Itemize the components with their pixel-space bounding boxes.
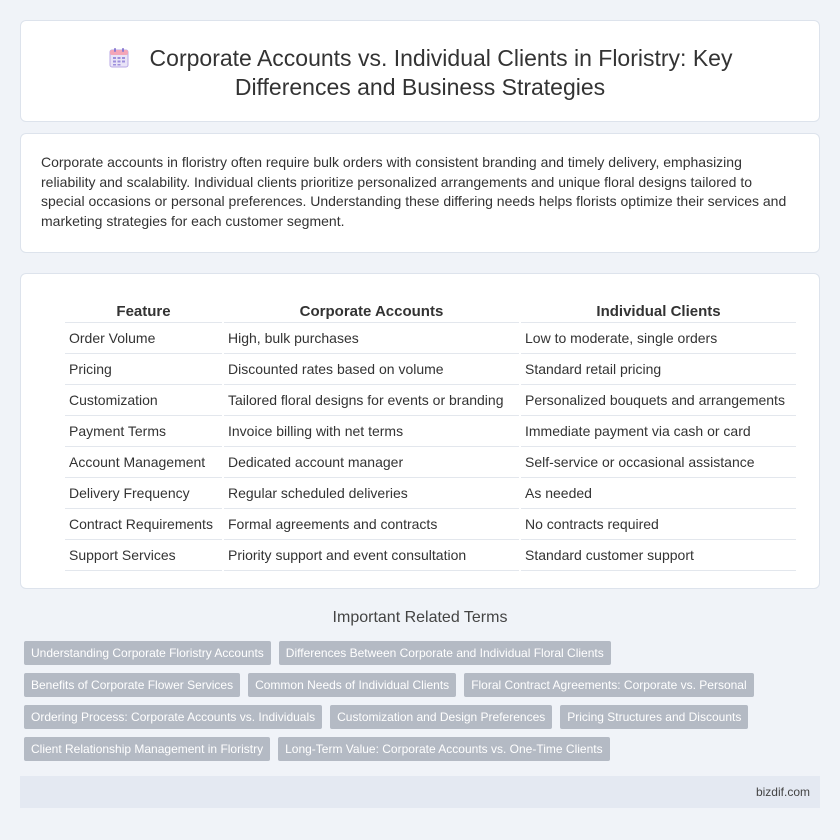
- feature-cell: Pricing: [65, 354, 222, 385]
- feature-cell: Contract Requirements: [65, 509, 222, 540]
- table-row: [65, 540, 796, 571]
- related-term-link[interactable]: Differences Between Corporate and Individual Floral Clients: [279, 641, 611, 665]
- related-term-link[interactable]: Floral Contract Agreements: Corporate vs. Personal: [464, 673, 753, 697]
- title-card: [20, 20, 820, 122]
- related-terms-list: [24, 641, 764, 769]
- table-row: [65, 354, 796, 385]
- feature-cell: Delivery Frequency: [65, 478, 222, 509]
- comparison-card: [20, 273, 820, 589]
- related-term-link[interactable]: Customization and Design Preferences: [330, 705, 552, 729]
- corporate-cell: Discounted rates based on volume: [224, 354, 519, 385]
- footer: [20, 776, 820, 808]
- feature-cell: Order Volume: [65, 323, 222, 354]
- related-term-link[interactable]: Common Needs of Individual Clients: [248, 673, 456, 697]
- corporate-cell: Dedicated account manager: [224, 447, 519, 478]
- intro-card: [20, 133, 820, 253]
- calendar-icon: [108, 47, 130, 69]
- table-row: [65, 416, 796, 447]
- related-term-link[interactable]: Pricing Structures and Discounts: [560, 705, 748, 729]
- related-term-link[interactable]: Ordering Process: Corporate Accounts vs. Individuals: [24, 705, 322, 729]
- tag-row: [24, 737, 764, 761]
- table-row: [65, 323, 796, 354]
- feature-cell: Account Management: [65, 447, 222, 478]
- individual-cell: Low to moderate, single orders: [521, 323, 796, 354]
- related-terms-heading: Important Related Terms: [332, 609, 508, 626]
- feature-cell: Support Services: [65, 540, 222, 571]
- tag-row: [24, 641, 764, 665]
- tag-row: [24, 705, 764, 729]
- table-header-row: [65, 298, 796, 323]
- table-row: [65, 447, 796, 478]
- related-term-link[interactable]: Client Relationship Management in Floristry: [24, 737, 270, 761]
- related-term-link[interactable]: Long-Term Value: Corporate Accounts vs. One-Time Clients: [278, 737, 609, 761]
- feature-cell: Customization: [65, 385, 222, 416]
- individual-cell: Self-service or occasional assistance: [521, 447, 796, 478]
- title-line-2: Differences and Business Strategies: [234, 74, 606, 100]
- intro-paragraph: Corporate accounts in floristry often require bulk orders with consistent branding and timely delivery, emphasizing reliability and scalability. Individual clients prioritize personalized arrangements and unique floral designs tailored to special occasions or personal preferences. Understanding these differing needs helps florists optimize their services and marketing strategies for each customer segment.: [41, 154, 787, 229]
- related-term-link[interactable]: Understanding Corporate Floristry Accounts: [24, 641, 271, 665]
- corporate-cell: Formal agreements and contracts: [224, 509, 519, 540]
- header-feature: Feature: [65, 298, 222, 323]
- table-row: [65, 385, 796, 416]
- individual-cell: Standard retail pricing: [521, 354, 796, 385]
- corporate-cell: Invoice billing with net terms: [224, 416, 519, 447]
- corporate-cell: High, bulk purchases: [224, 323, 519, 354]
- individual-cell: Standard customer support: [521, 540, 796, 571]
- corporate-cell: Tailored floral designs for events or branding: [224, 385, 519, 416]
- tag-row: [24, 673, 764, 697]
- individual-cell: Immediate payment via cash or card: [521, 416, 796, 447]
- feature-cell: Payment Terms: [65, 416, 222, 447]
- page-title: [21, 44, 819, 102]
- table-row: [65, 478, 796, 509]
- related-term-link[interactable]: Benefits of Corporate Flower Services: [24, 673, 240, 697]
- table-row: [65, 509, 796, 540]
- footer-brand[interactable]: bizdif.com: [755, 785, 810, 799]
- individual-cell: Personalized bouquets and arrangements: [521, 385, 796, 416]
- corporate-cell: Regular scheduled deliveries: [224, 478, 519, 509]
- individual-cell: No contracts required: [521, 509, 796, 540]
- title-line-1: Corporate Accounts vs. Individual Clients in Floristry: Key: [149, 45, 733, 71]
- header-corporate: Corporate Accounts: [224, 298, 519, 323]
- individual-cell: As needed: [521, 478, 796, 509]
- header-individual: Individual Clients: [521, 298, 796, 323]
- comparison-table: [63, 298, 798, 571]
- corporate-cell: Priority support and event consultation: [224, 540, 519, 571]
